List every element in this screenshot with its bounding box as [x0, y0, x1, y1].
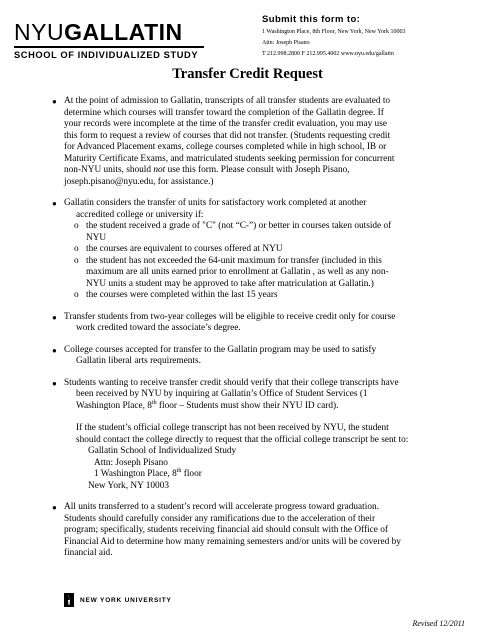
- bullet-dot: ●: [52, 378, 57, 388]
- bullet-liberal-arts: ● College courses accepted for transfer to the Gallatin program may be used to satisfy Gallatin liberal arts requirements.: [52, 344, 377, 366]
- bullet-dot: ●: [52, 312, 57, 322]
- bullet-admission-evaluation: ● At the point of admission to Gallatin, transcripts of all transfer students are evaluated to determine which courses will transfer toward the completion of the Gallatin degree. If your records were incomplete at the time of the transfer credit evaluation, you may use this form to request a review of courses that did not transfer. (Students requesting credit for Advanced Placement exams, college courses completed while in high school, IB or Maturity Certificate Exams, and matriculated students seeking permission for concurrent non-NYU units, should not use this form. Please consult with Joseph Pisano, joseph.pisano@nyu.edu, for assistance.): [64, 96, 469, 188]
- torch-icon: [64, 593, 74, 607]
- submit-phone: T 212.998.2800 F 212.995.4002 www.nyu.edu/gallatin: [262, 51, 394, 57]
- submit-heading: Submit this form to:: [262, 14, 361, 25]
- submit-address-block: [262, 12, 406, 60]
- bullet-dot: ●: [52, 199, 57, 208]
- bullet-accelerate-progress: ● All units transferred to a student’s record will accelerate progress toward graduation. Students should carefully consider any ramifications due to the acceleration of their program; specifically, students receiving financial aid should consult with the Office of Financial Aid to determine how many remaining semesters and/or units will be covered by financial aid.: [52, 502, 401, 558]
- logo-rule: [14, 46, 204, 48]
- bullet-dot: ●: [52, 97, 57, 106]
- bullet-verify-transcripts: ● Students wanting to receive transfer credit should verify that their college transcripts have been received by NYU by inquiring at Gallatin’s Office of Student Services (1 Washington Place, 8th floor – Students must show their NYU ID card). If the student’s official college transcript has not been received by NYU, the student should contact the college directly to request that the official college transcript be sent to: Gallatin School of Individualized Study Attn: Joseph Pisano 1 Washington Place, 8th floor New York, NY 10003: [64, 378, 469, 493]
- bullet-dot: ●: [52, 345, 57, 355]
- footer-university: NEW YORK UNIVERSITY: [80, 596, 172, 604]
- submit-attn: Attn: Joseph Pisano: [262, 40, 310, 46]
- revised-date: Revised 12/2011: [412, 619, 465, 628]
- bullet-two-year-colleges: ● Transfer students from two-year colleges will be eligible to receive credit only for course work credited toward the associate’s degree.: [52, 311, 396, 333]
- condition-15-years: o the courses were completed within the last 15 years: [74, 290, 278, 300]
- submit-address: 1 Washington Place, 8th Floor, New York, New York 10003: [262, 29, 406, 35]
- condition-grade: o the student received a grade of "C" (not “C-”) or better in courses taken outside of NYU: [74, 221, 392, 243]
- logo-nyu: NYU: [14, 19, 65, 45]
- condition-equivalent: o the courses are equivalent to courses offered at NYU: [74, 244, 283, 254]
- bullet-dot: ●: [52, 503, 57, 512]
- logo-wordmark: [14, 20, 204, 44]
- gallatin-logo: [14, 20, 204, 60]
- contact-email: joseph.pisano@nyu.edu, for assistance.): [64, 176, 214, 187]
- logo-school-name: SCHOOL OF INDIVIDUALIZED STUDY: [14, 50, 199, 60]
- condition-unit-maximum: o the student has not exceeded the 64-unit maximum for transfer (included in this maximum are all units earned prior to enrollment at Gallatin , as well as any non- NYU units a student may be approved to take after matriculation at Gallatin.): [74, 255, 389, 289]
- nyu-footer-logo: [64, 593, 172, 607]
- logo-gallatin: GALLATIN: [64, 19, 183, 45]
- bullet-transfer-conditions: ● Gallatin considers the transfer of units for satisfactory work completed at another accredited college or university if: o the student received a grade of "C" (not “C-”) or better in courses taken outside of NYU o the courses are equivalent to courses offered at NYU o the student has not exceeded the 64-unit maximum for transfer (included in this maximum are all units earned prior to enrollment at Gallatin , as well as any non- NYU units a student may be approved to take after matriculation at Gallatin.) o the courses were completed within the last 15 years: [64, 198, 469, 302]
- page-title: Transfer Credit Request: [172, 66, 323, 82]
- document-body: [52, 96, 469, 560]
- mailing-address: Gallatin School of Individualized Study Attn: Joseph Pisano 1 Washington Place, 8th floor New York, NY 10003: [88, 446, 237, 491]
